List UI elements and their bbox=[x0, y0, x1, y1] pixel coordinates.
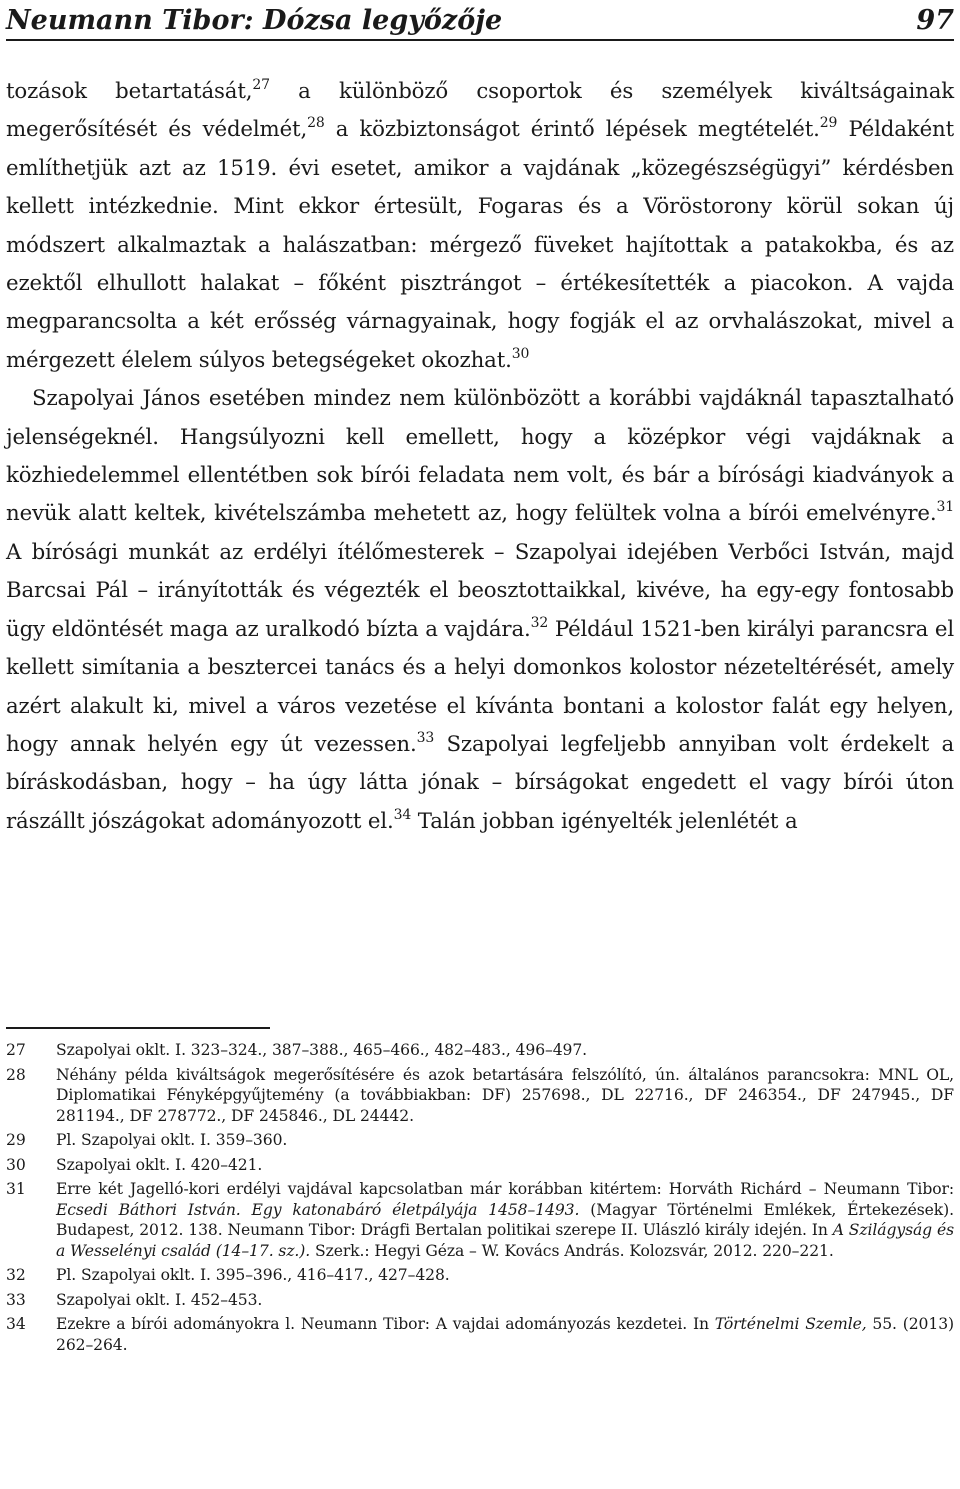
footnote-ref-31[interactable]: 31 bbox=[936, 499, 954, 516]
footnote-text bbox=[56, 1065, 954, 1127]
italic-title: Történelmi Szemle, bbox=[714, 1315, 867, 1333]
footnote-text bbox=[56, 1155, 954, 1176]
footnote-number: 34 bbox=[6, 1315, 26, 1333]
footnote-text bbox=[56, 1314, 954, 1355]
footnote-ref-27[interactable]: 27 bbox=[252, 77, 270, 93]
text-run: (Magyar Történelmi Emlékek, Értekezések). Budapest, 2012. 138. Neumann Tibor: Drágfi Bertalan politikai szerepe II. Ulászló király idején. In bbox=[56, 1200, 954, 1239]
paragraph-2 bbox=[6, 380, 954, 841]
text-run: Néhány példa kiváltságok megerősítésére és azok betartására felszólító, ún. általános parancsokra: MNL OL, Diplomatikai Fényképgyűjtemény (a továbbiakban: DF) 257698., DL 22716., DF 246354., DF 247945., DF 281194., DF 278772., DF 245846., DL 24442. bbox=[56, 1065, 954, 1125]
footnote-ref-34[interactable]: 34 bbox=[393, 806, 412, 823]
page-number: 97 bbox=[916, 4, 954, 36]
footnote-text bbox=[56, 1130, 954, 1151]
main-text bbox=[6, 73, 954, 841]
text-run: Példaként említhetjük azt az 1519. évi esetet, amikor a vajdának „közegészségügyi” kérdésben kellett intézkednie. Mint ekkor értesült, Fogaras és a Vöröstorony körül sokan új módszert alkalmaztak a halászatban: mérgező füveket hajítottak a patakokba, és az ezektől elhullott halakat – főként pisztrángot – értékesítették a piacokon. A vajda megparancsolta a két erősség várnagyainak, hogy fogják el az orvhalászokat, mivel a mérgezett élelem súlyos betegségeket okozhat. bbox=[6, 117, 954, 373]
footnote-text bbox=[56, 1265, 954, 1286]
text-run: Szerk.: Hegyi Géza – W. Kovács András. Kolozsvár, 2012. 220–221. bbox=[310, 1241, 834, 1260]
footnote-number: 31 bbox=[6, 1180, 26, 1198]
footnote-ref-28[interactable]: 28 bbox=[307, 115, 325, 132]
footnote-text bbox=[56, 1290, 954, 1311]
footnote-ref-29[interactable]: 29 bbox=[819, 115, 838, 132]
footnote-34 bbox=[6, 1314, 954, 1355]
running-header bbox=[6, 0, 954, 40]
footnote-text bbox=[56, 1040, 954, 1061]
running-title: Neumann Tibor: Dózsa legyőzője bbox=[6, 4, 503, 36]
footnote-number: 28 bbox=[6, 1065, 26, 1084]
footnote-31 bbox=[6, 1179, 954, 1261]
text-run: a különböző csoportok és személyek kiváltságainak megerősítését és védelmét, bbox=[6, 79, 955, 143]
footnote-number: 29 bbox=[6, 1131, 26, 1149]
text-run: 55. (2013) 262–264. bbox=[56, 1315, 954, 1354]
text-run: A bírósági munkát az erdélyi ítélőmesterek – Szapolyai idejében Verbőci István, majd Barcsai Pál – irányították és végezték el beosztottaikkal, kivéve, ha egy-egy fontosabb ügy eldöntését maga az uralkodó bízta a vajdára. bbox=[6, 539, 954, 642]
text-run: Szapolyai oklt. I. 452–453. bbox=[56, 1290, 263, 1309]
footnote-number: 32 bbox=[6, 1266, 26, 1284]
text-run: Például 1521-ben királyi parancsra el kellett simítania a besztercei tanács és a helyi domonkos kolostor nézeteltérését, amely azért alakult ki, mivel a város vezetése el kívánta bontani a kolostor falát egy helyen, hogy annak helyén egy út vezessen. bbox=[6, 616, 954, 757]
footnote-separator bbox=[6, 1027, 270, 1029]
footnote-28 bbox=[6, 1065, 954, 1127]
text-run: Talán jobban igényelték jelenlétét a bbox=[411, 808, 798, 834]
footnote-ref-33[interactable]: 33 bbox=[416, 729, 435, 746]
footnote-ref-30[interactable]: 30 bbox=[511, 345, 530, 362]
footnote-number: 30 bbox=[6, 1155, 26, 1174]
footnote-32 bbox=[6, 1265, 954, 1286]
text-run: Szapolyai oklt. I. 420–421. bbox=[56, 1155, 263, 1174]
text-run: Erre két Jagelló-kori erdélyi vajdával kapcsolatban már korábban kitértem: Horváth Richárd – Neumann Tibor: bbox=[56, 1180, 954, 1198]
text-run: Szapolyai oklt. I. 323–324., 387–388., 465–466., 482–483., 496–497. bbox=[56, 1041, 588, 1059]
footnote-27 bbox=[6, 1040, 954, 1061]
text-run: Pl. Szapolyai oklt. I. 359–360. bbox=[56, 1131, 288, 1149]
text-run: Pl. Szapolyai oklt. I. 395–396., 416–417., 427–428. bbox=[56, 1266, 450, 1284]
paragraph-1 bbox=[6, 73, 954, 380]
footnote-29 bbox=[6, 1130, 954, 1151]
footnote-text bbox=[56, 1179, 954, 1261]
italic-title: Ecsedi Báthori István. Egy katonabáró életpályája 1458–1493. bbox=[56, 1200, 580, 1219]
italic-title: A Szilágyság és a Wesselényi család (14–17. sz.). bbox=[56, 1221, 954, 1260]
footnote-30 bbox=[6, 1155, 954, 1176]
text-run: a közbiztonságot érintő lépések megtételét. bbox=[324, 117, 820, 143]
text-run: Szapolyai János esetében mindez nem különbözött a korábbi vajdáknál tapasztalható jelenségeknél. Hangsúlyozni kell emellett, hogy a középkor végi vajdáknak a közhiedelemmel ellentétben sok bírói feladata nem volt, és bár a bírósági kiadványok a nevük alatt keltek, kivételszámba mehetett az, hogy felültek volna a bírói emelvényre. bbox=[6, 386, 954, 527]
footnotes bbox=[6, 1040, 954, 1359]
footnote-33 bbox=[6, 1290, 954, 1311]
header-rule bbox=[6, 39, 954, 41]
text-run: Szapolyai legfeljebb annyiban volt érdekelt a bíráskodásban, hogy – ha úgy látta jónak – bírságokat engedett el vagy bírói úton rászállt jószágokat adományozott el. bbox=[6, 731, 954, 834]
footnote-number: 27 bbox=[6, 1041, 26, 1059]
text-run: Ezekre a bírói adományokra l. Neumann Tibor: A vajdai adományozás kezdetei. In bbox=[56, 1315, 715, 1333]
text-run: tozások betartatását, bbox=[6, 79, 253, 104]
footnote-ref-32[interactable]: 32 bbox=[530, 614, 549, 631]
footnote-number: 33 bbox=[6, 1290, 26, 1309]
